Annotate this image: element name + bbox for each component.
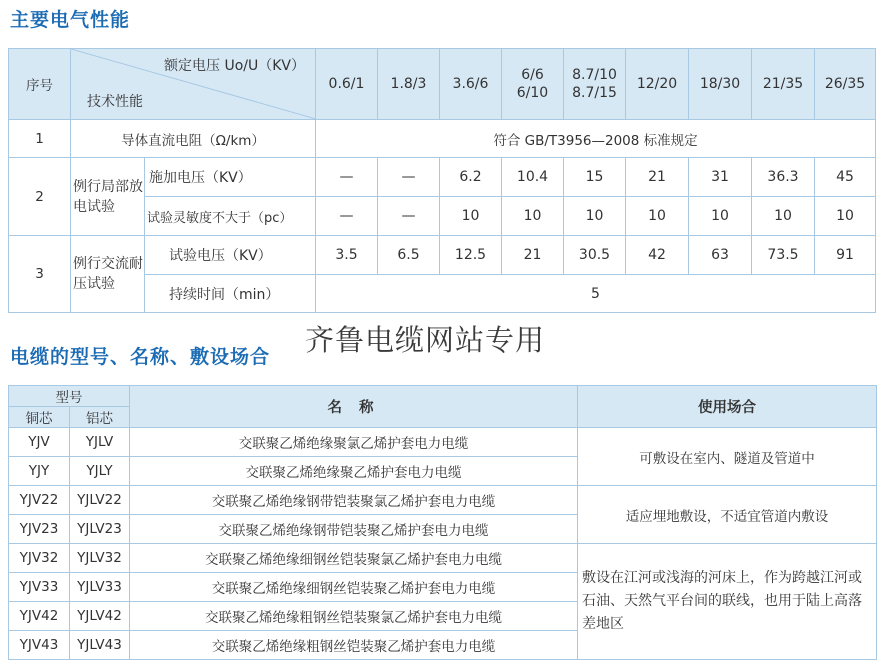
al-model: YJLV [70,428,130,457]
cell: 21 [502,236,564,275]
row-conductor-resistance [9,120,876,158]
cable-name: 交联聚乙烯绝缘聚乙烯护套电力电缆 [130,457,578,486]
cell: 10 [626,197,689,236]
group-label: 例行局部放电试验 [71,158,145,236]
voltage-col: 26/35 [815,49,876,120]
row-label: 导体直流电阻（Ω/km） [71,120,316,158]
table-row [9,486,877,515]
sub-label: 试验灵敏度不大于（pc） [145,197,316,236]
usage: 适应埋地敷设，不适宜管道内敷设 [578,486,877,544]
watermark: 齐鲁电缆网站专用 [305,323,546,357]
cell: 31 [689,158,752,197]
header-row [9,386,877,407]
cell: 6.2 [440,158,502,197]
table-row [9,544,877,573]
cable-name: 交联聚乙烯绝缘钢带铠装聚氯乙烯护套电力电缆 [130,486,578,515]
sub-label: 持续时间（min） [145,275,316,313]
cell: 10 [815,197,876,236]
cu-model: YJV23 [9,515,70,544]
voltage-col: 12/20 [626,49,689,120]
row-ac-withstand-voltage [9,236,876,275]
header-cu: 铜芯 [9,407,70,428]
header-no: 序号 [9,49,71,120]
cell: 63 [689,236,752,275]
al-model: YJLY [70,457,130,486]
cell: — [316,158,378,197]
cell: 10.4 [502,158,564,197]
cable-name: 交联聚乙烯绝缘钢带铠装聚乙烯护套电力电缆 [130,515,578,544]
row-no: 3 [9,236,71,313]
group-label: 例行交流耐压试验 [71,236,145,313]
row-no: 2 [9,158,71,236]
cable-name: 交联聚乙烯绝缘粗钢丝铠装聚乙烯护套电力电缆 [130,631,578,660]
section-title-cable-models: 电缆的型号、名称、敷设场合 [10,346,271,368]
header-rated-voltage: 额定电压 Uo/U（KV） [164,58,305,74]
cell: 36.3 [752,158,815,197]
voltage-col: 6/6 6/10 [502,49,564,120]
cu-model: YJV [9,428,70,457]
cell: 10 [689,197,752,236]
al-model: YJLV32 [70,544,130,573]
header-name: 名 称 [130,386,578,428]
voltage-col: 8.7/10 8.7/15 [564,49,626,120]
al-model: YJLV33 [70,573,130,602]
sub-label: 施加电压（KV） [145,158,316,197]
electrical-performance-table [8,48,876,313]
row-no: 1 [9,120,71,158]
cable-model-table [8,385,877,660]
usage: 敷设在江河或浅海的河床上，作为跨越江河或石油、天然气平台间的联线，也用于陆上高落差地区 [578,544,877,660]
cu-model: YJV43 [9,631,70,660]
cell: 10 [564,197,626,236]
usage: 可敷设在室内、隧道及管道中 [578,428,877,486]
al-model: YJLV42 [70,602,130,631]
cell: — [378,158,440,197]
cable-name: 交联聚乙烯绝缘细钢丝铠装聚氯乙烯护套电力电缆 [130,544,578,573]
sub-label: 试验电压（KV） [145,236,316,275]
voltage-col: 21/35 [752,49,815,120]
cu-model: YJY [9,457,70,486]
header-usage: 使用场合 [578,386,877,428]
cell: 10 [440,197,502,236]
cell: 42 [626,236,689,275]
cell: 3.5 [316,236,378,275]
cell: 12.5 [440,236,502,275]
cell: 91 [815,236,876,275]
table-row [9,428,877,457]
row-partial-discharge-voltage [9,158,876,197]
duration-value: 5 [316,275,876,313]
diagonal-header-cell [71,49,316,120]
cell: 73.5 [752,236,815,275]
cell: 10 [502,197,564,236]
voltage-col: 18/30 [689,49,752,120]
cell: — [378,197,440,236]
cell: — [316,197,378,236]
cell: 10 [752,197,815,236]
al-model: YJLV22 [70,486,130,515]
cell: 15 [564,158,626,197]
cell: 21 [626,158,689,197]
cu-model: YJV42 [9,602,70,631]
al-model: YJLV43 [70,631,130,660]
voltage-col: 1.8/3 [378,49,440,120]
header-row [9,49,876,120]
cable-name: 交联聚乙烯绝缘粗钢丝铠装聚氯乙烯护套电力电缆 [130,602,578,631]
header-al: 铝芯 [70,407,130,428]
cell: 6.5 [378,236,440,275]
cable-name: 交联聚乙烯绝缘聚氯乙烯护套电力电缆 [130,428,578,457]
voltage-col: 0.6/1 [316,49,378,120]
voltage-col: 3.6/6 [440,49,502,120]
cell: 30.5 [564,236,626,275]
cable-name: 交联聚乙烯绝缘细钢丝铠装聚乙烯护套电力电缆 [130,573,578,602]
cu-model: YJV32 [9,544,70,573]
row-value: 符合 GB/T3956—2008 标准规定 [316,120,876,158]
cell: 45 [815,158,876,197]
section-title-electrical: 主要电气性能 [10,9,131,31]
header-tech-performance: 技术性能 [87,94,143,110]
cu-model: YJV22 [9,486,70,515]
cu-model: YJV33 [9,573,70,602]
al-model: YJLV23 [70,515,130,544]
header-model: 型号 [9,386,130,407]
